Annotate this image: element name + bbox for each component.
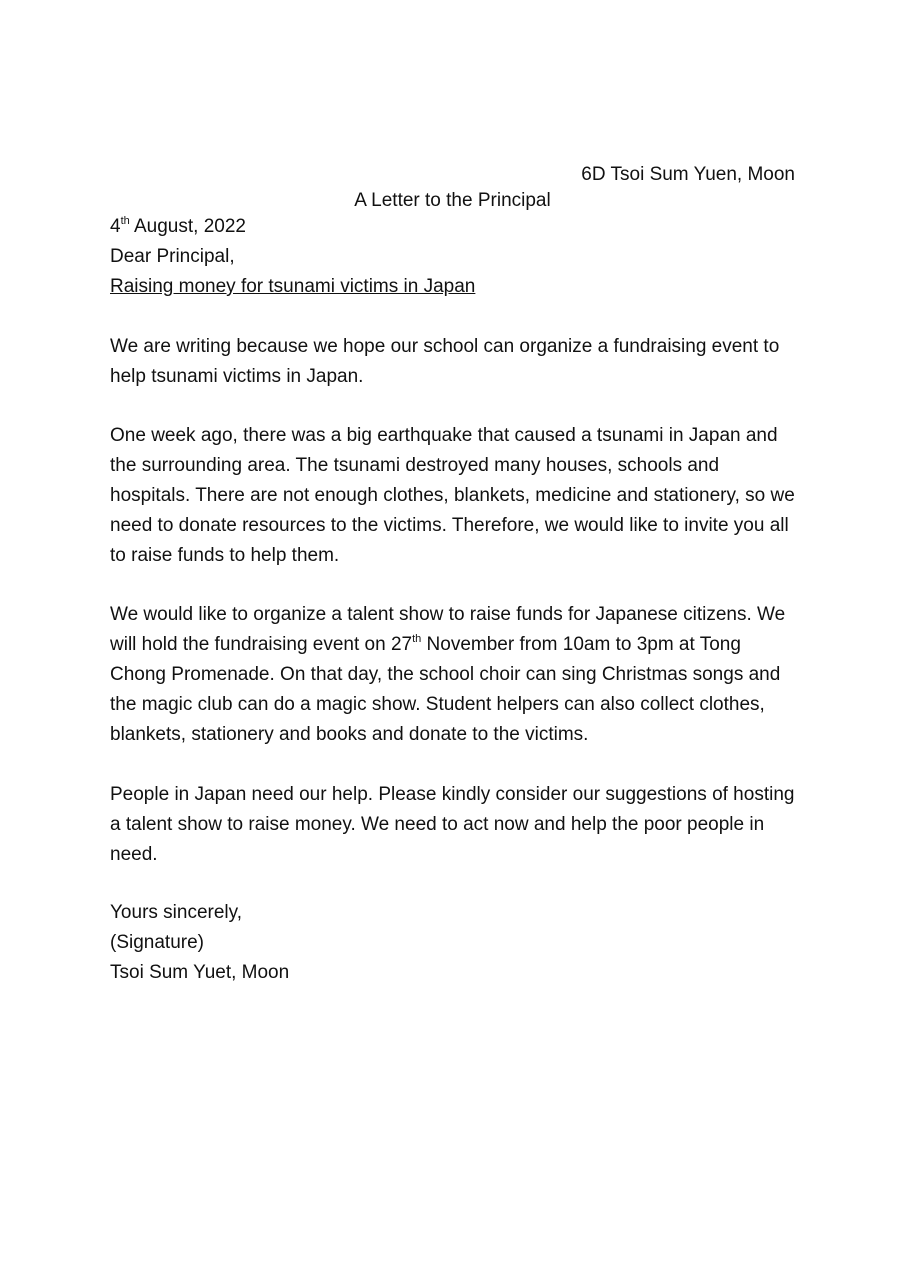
date-day: 4 [110,216,121,237]
paragraph-3 [110,600,800,750]
closing: Yours sincerely, [110,902,243,923]
signer-name: Tsoi Sum Yuet, Moon [110,962,290,983]
greeting: Dear Principal, [110,246,235,267]
subject-line: Raising money for tsunami victims in Japan [110,276,476,297]
signature-placeholder: (Signature) [110,932,204,953]
letter-title: A Letter to the Principal [354,190,551,211]
paragraph-3-part-1: We would like to organize a talent show to raise funds for Japanese citizens. We will hold the fundraising event on 27 [110,604,786,655]
paragraph-1: We are writing because we hope our school can organize a fundraising event to help tsunami victims in Japan. [110,336,780,387]
paragraph-2: One week ago, there was a big earthquake that caused a tsunami in Japan and the surrounding area. The tsunami destroyed many houses, schools and hospitals. There are not enough clothes, blankets, medicine and stationery, so we need to donate resources to the victims. Therefore, we would like to invite you all to raise funds to help them. [110,425,795,566]
paragraph-3-ordinal-suffix: th [412,632,422,645]
date-suffix: th [120,214,130,227]
paragraph-4: People in Japan need our help. Please kindly consider our suggestions of hosting a talent show to raise money. We need to act now and help the poor people in need. [110,784,795,865]
paragraph-3-part-2: November from 10am to 3pm at Tong Chong Promenade. On that day, the school choir can sing Christmas songs and the magic club can do a magic show. Student helpers can also collect clothes, blankets, stationery and books and donate to the victims. [110,634,781,745]
date-rest: August, 2022 [129,216,246,237]
letter-date [110,212,800,242]
author-line: 6D Tsoi Sum Yuen, Moon [581,164,795,185]
